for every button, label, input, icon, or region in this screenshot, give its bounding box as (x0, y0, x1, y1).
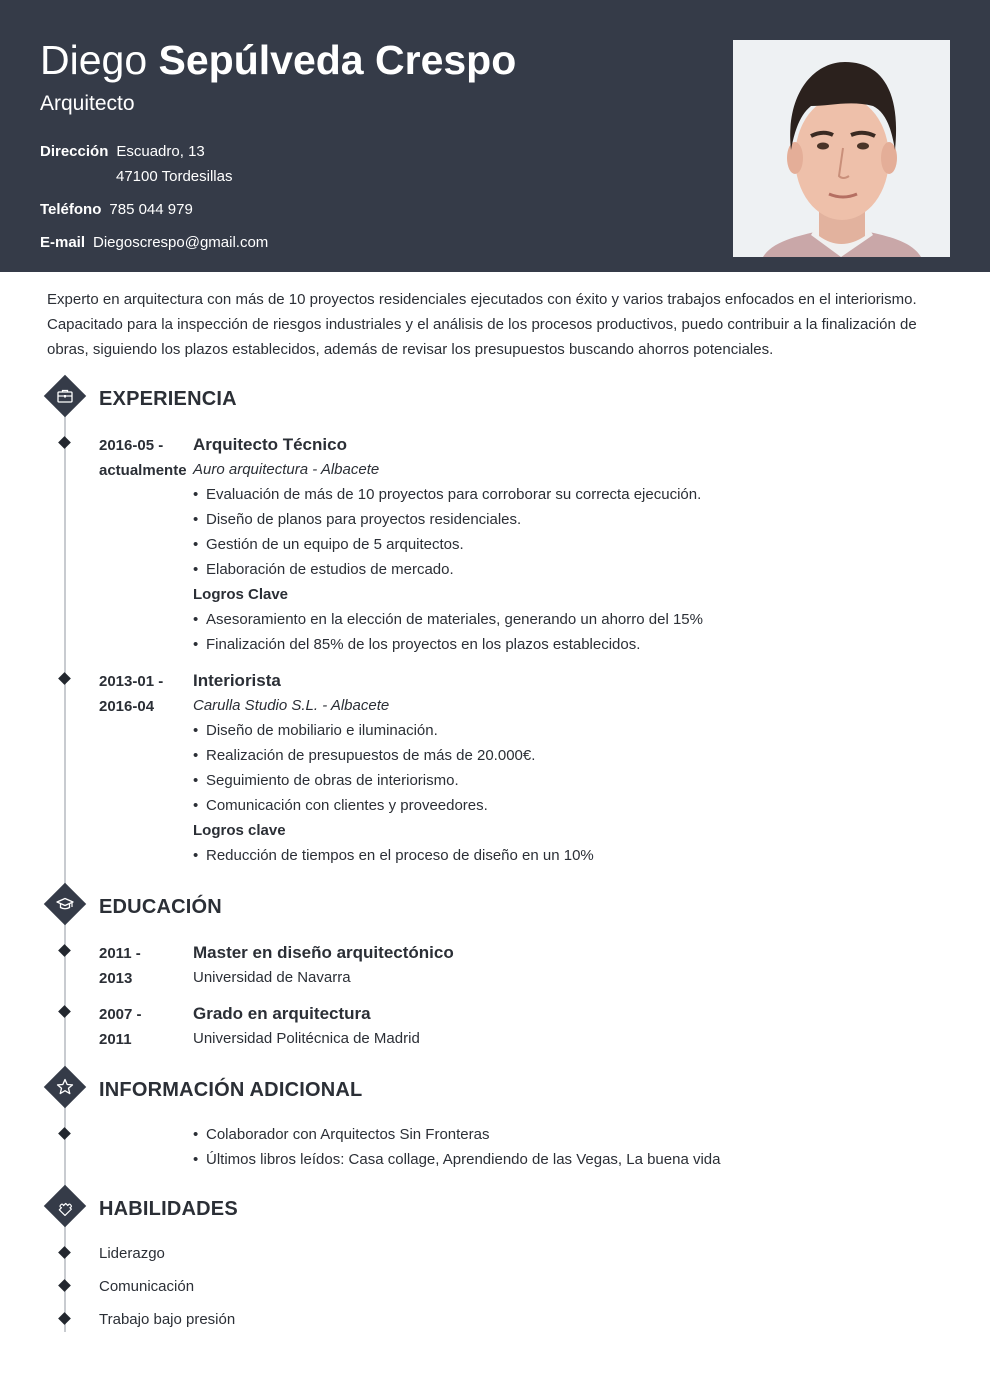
timeline-marker (58, 1246, 71, 1259)
education-title: EDUCACIÓN (99, 896, 222, 918)
job-tasks (193, 718, 953, 818)
experience-title: EXPERIENCIA (99, 388, 237, 410)
education-date (99, 941, 141, 991)
resume-header (0, 0, 990, 272)
job-role: Arquitecto Técnico (193, 435, 347, 454)
achievements-label: Logros clave (193, 822, 286, 839)
education-school: Universidad de Navarra (193, 969, 351, 986)
additional-info-entry (193, 1122, 953, 1172)
job-date-start: 2016-05 - (99, 437, 164, 454)
skill-item: Liderazgo (99, 1245, 165, 1262)
job-entry (193, 668, 953, 868)
address-line2: 47100 Tordesillas (116, 168, 233, 185)
phone-label: Teléfono (40, 201, 102, 218)
education-school: Universidad Politécnica de Madrid (193, 1030, 420, 1047)
timeline-marker (58, 1127, 71, 1140)
portrait-image (733, 40, 950, 257)
email-row (40, 230, 268, 255)
additional-info-item: • Últimos libros leídos: Casa collage, Aprendiendo de las Vegas, La buena vida (193, 1147, 953, 1172)
skill-item: Trabajo bajo presión (99, 1311, 236, 1328)
education-degree: Grado en arquitectura (193, 1004, 371, 1023)
timeline-marker (58, 1312, 71, 1325)
job-entry (193, 432, 953, 657)
education-date-start: 2007 - (99, 1006, 142, 1023)
job-achievement: • Finalización del 85% de los proyectos en los plazos establecidos. (193, 632, 953, 657)
job-task: • Gestión de un equipo de 5 arquitectos. (193, 532, 953, 557)
last-name: Sepúlveda Crespo (158, 37, 517, 83)
candidate-name (40, 36, 516, 84)
job-task: • Realización de presupuestos de más de 20.000€. (193, 743, 953, 768)
education-entry (193, 940, 953, 990)
job-date (99, 433, 187, 483)
job-task: • Evaluación de más de 10 proyectos para corroborar su correcta ejecución. (193, 482, 953, 507)
job-achievement: • Asesoramiento en la elección de materiales, generando un ahorro del 15% (193, 607, 953, 632)
job-achievements (193, 607, 953, 657)
job-date-end: 2016-04 (99, 698, 155, 715)
job-achievement: • Reducción de tiempos en el proceso de diseño en un 10% (193, 843, 953, 868)
first-name: Diego (40, 37, 148, 83)
job-date-end: actualmente (99, 462, 187, 479)
job-company: Auro arquitectura - Albacete (193, 461, 380, 478)
email-value[interactable]: Diegoscrespo@gmail.com (93, 234, 269, 251)
job-task: • Comunicación con clientes y proveedores. (193, 793, 953, 818)
briefcase-icon (44, 375, 86, 417)
address-row (40, 139, 205, 164)
education-date-end: 2011 (99, 1031, 132, 1048)
timeline-marker (58, 944, 71, 957)
job-date (99, 669, 163, 719)
profile-photo (733, 40, 950, 257)
education-date-start: 2011 - (99, 945, 141, 962)
education-entry (193, 1001, 953, 1051)
job-company: Carulla Studio S.L. - Albacete (193, 697, 390, 714)
job-date-start: 2013-01 - (99, 673, 164, 690)
address-label: Dirección (40, 143, 109, 160)
job-task: • Seguimiento de obras de interiorismo. (193, 768, 953, 793)
education-date-end: 2013 (99, 970, 133, 987)
phone-value: 785 044 979 (109, 201, 193, 218)
puzzle-icon (44, 1185, 86, 1227)
timeline-marker (58, 1005, 71, 1018)
skills-title: HABILIDADES (99, 1198, 238, 1220)
education-degree: Master en diseño arquitectónico (193, 943, 454, 962)
achievements-label: Logros Clave (193, 586, 289, 603)
timeline-marker (58, 1279, 71, 1292)
skill-item: Comunicación (99, 1278, 195, 1295)
additional-info-list (193, 1122, 953, 1172)
job-task: • Elaboración de estudios de mercado. (193, 557, 953, 582)
additional-info-item: • Colaborador con Arquitectos Sin Fronteras (193, 1122, 953, 1147)
profile-summary: Experto en arquitectura con más de 10 proyectos residenciales ejecutados con éxito y varios trabajos enfocados en el interiorismo. Capacitado para la inspección de riesgos industriales y el análisis de los procesos productivos, puedo contribuir a la finalización de obras, siguiendo los plazos establecidos, además de revisar los presupuestos buscando ahorros potenciales. (47, 291, 917, 358)
star-icon (44, 1066, 86, 1108)
job-role: Interiorista (193, 671, 281, 690)
phone-row (40, 197, 193, 222)
graduation-cap-icon (44, 883, 86, 925)
timeline-marker (58, 672, 71, 685)
education-date (99, 1002, 142, 1052)
job-task: • Diseño de mobiliario e iluminación. (193, 718, 953, 743)
job-title: Arquitecto (40, 92, 135, 115)
timeline-marker (58, 436, 71, 449)
additional-info-title: INFORMACIÓN ADICIONAL (99, 1079, 363, 1101)
address-line1: Escuadro, 13 (116, 143, 205, 160)
email-label: E-mail (40, 234, 86, 251)
job-task: • Diseño de planos para proyectos residenciales. (193, 507, 953, 532)
job-achievements (193, 843, 953, 868)
job-tasks (193, 482, 953, 582)
